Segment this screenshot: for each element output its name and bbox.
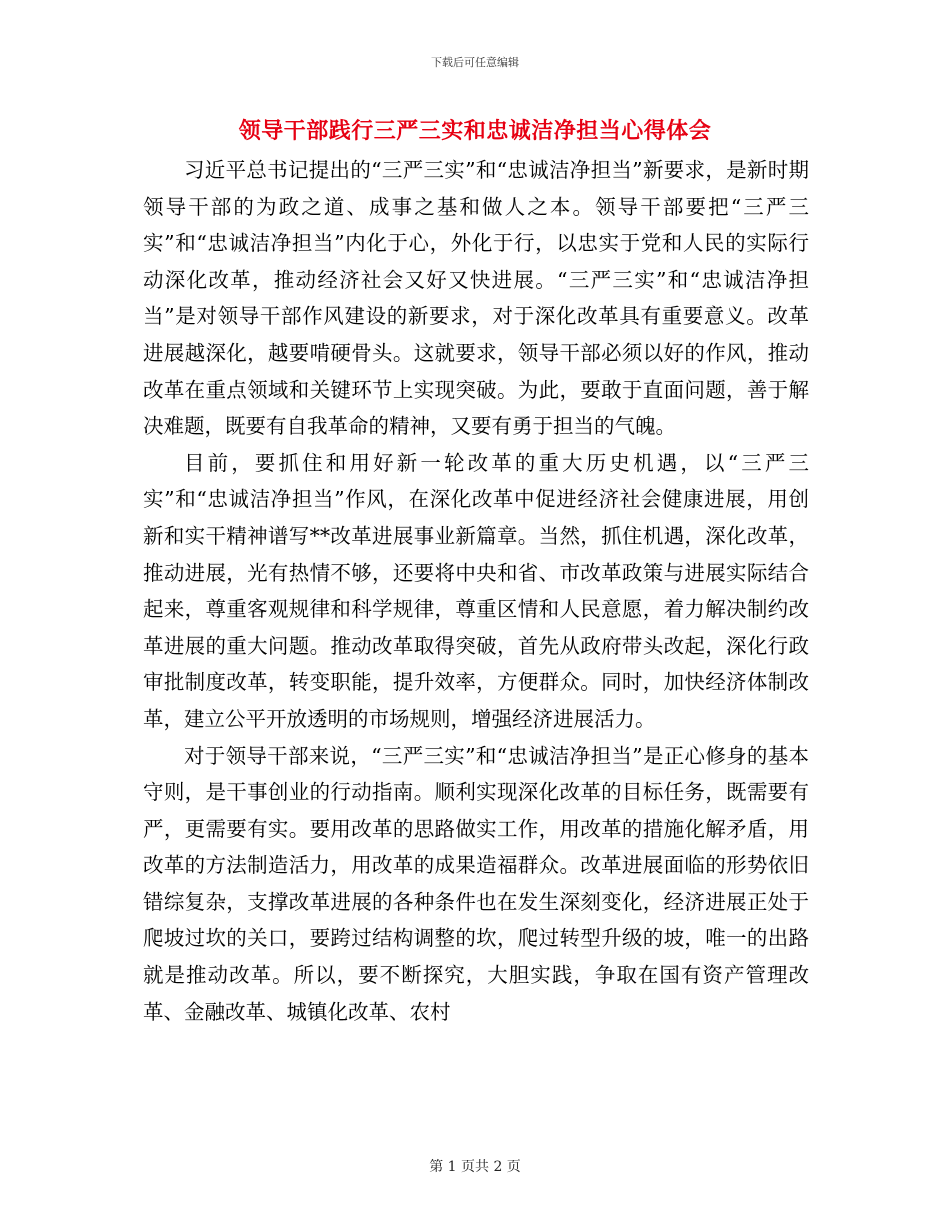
paragraph: 习近平总书记提出的“三严三实”和“忠诚洁净担当”新要求，是新时期领导干部的为政之道、成事之基和做人之本。领导干部要把“三严三实”和“忠诚洁净担当”内化于心，外化于行，以忠实于党和人民的实际行动深化改革，推动经济社会又好又快进展。“三严三实”和“忠诚洁净担当”是对领导干部作风建设的新要求，对于深化改革具有重要意义。改革进展越深化，越要啃硬骨头。这就要求，领导干部必须以好的作风，推动改革在重点领域和关键环节上实现突破。为此，要敢于直面问题，善于解决难题，既要有自我革命的精神，又要有勇于担当的气魄。 (143, 158, 809, 439)
header-note: 下载后可任意编辑 (431, 56, 519, 69)
document-title: 领导干部践行三严三实和忠诚洁净担当心得体会 (238, 118, 712, 144)
paragraph: 目前，要抓住和用好新一轮改革的重大历史机遇，以“三严三实”和“忠诚洁净担当”作风，在深化改革中促进经济社会健康进展，用创新和实干精神谱写**改革进展事业新篇章。当然，抓住机遇，深化改革，推动进展，光有热情不够，还要将中央和省、市改革政策与进展实际结合起来，尊重客观规律和科学规律，尊重区情和人民意愿，着力解决制约改革进展的重大问题。推动改革取得突破，首先从政府带头改起，深化行政审批制度改革，转变职能，提升效率，方便群众。同时，加快经济体制改革，建立公平开放透明的市场规则，增强经济进展活力。 (143, 450, 809, 731)
document-body (143, 152, 809, 1030)
paragraph: 对于领导干部来说，“三严三实”和“忠诚洁净担当”是正心修身的基本守则，是干事创业的行动指南。顺利实现深化改革的目标任务，既需要有严，更需要有实。要用改革的思路做实工作，用改革的措施化解矛盾，用改革的方法制造活力，用改革的成果造福群众。改革进展面临的形势依旧错综复杂，支撑改革进展的各种条件也在发生深刻变化，经济进展正处于爬坡过坎的关口，要跨过结构调整的坎，爬过转型升级的坡，唯一的出路就是推动改革。所以，要不断探究，大胆实践，争取在国有资产管理改革、金融改革、城镇化改革、农村 (143, 743, 809, 1024)
page-number-footer: 第 1 页共 2 页 (429, 1159, 521, 1175)
